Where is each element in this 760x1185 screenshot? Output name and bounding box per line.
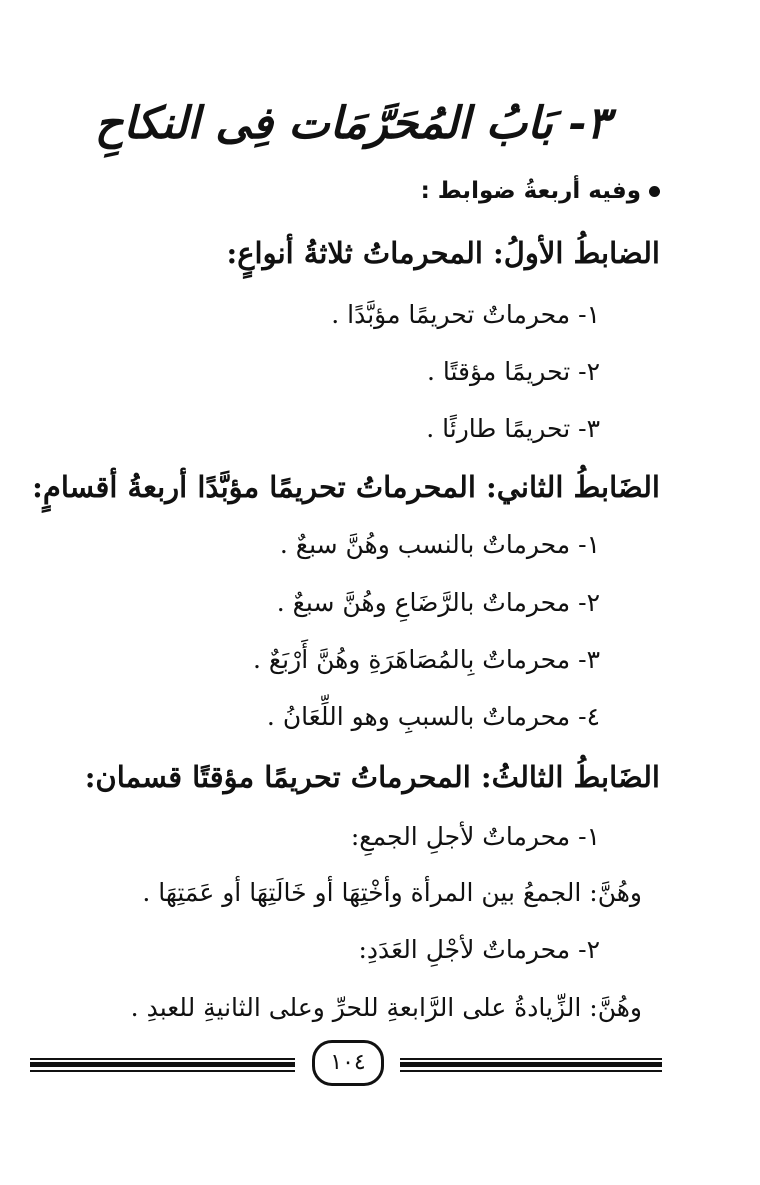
rule1-item-3: ٣- تحريمًا طارئًا . [426,414,600,443]
rule3-text-2: وهُنَّ: الزِّيادةُ على الرَّابعةِ للحرِّ وعلى الثانيةِ للعبدِ . [130,993,642,1022]
rule2-item-1: ١- محرماتٌ بالنسب وهُنَّ سبعٌ . [279,530,600,559]
chapter-title: ٣- بَابُ المُحَرَّمَات فِى النكاحِ [94,98,610,149]
rule1-item-2: ٢- تحريمًا مؤقتًا . [426,357,600,386]
rule3-text-1: وهُنَّ: الجمعُ بين المرأة وأخْتِهَا أو خَالَتِهَا أو عَمَتِهَا . [142,878,642,907]
footer-rule-left [30,1058,295,1072]
intro-line [30,178,660,204]
rule3-heading: الضَابطُ الثالثُ: المحرماتُ تحريمًا مؤقتًا قسمان: [84,760,660,794]
footer-rule-right [400,1058,662,1072]
page-number: ١٠٤ [312,1040,384,1086]
rule1-heading: الضابطُ الأولُ: المحرماتُ ثلاثةُ أنواعٍ: [226,236,660,270]
rule2-item-3: ٣- محرماتٌ بِالمُصَاهَرَةِ وهُنَّ أَرْبَعٌ . [252,645,600,674]
rule3-item-1: ١- محرماتٌ لأجلِ الجمعِ: [350,822,600,851]
rule2-heading: الضَابطُ الثاني: المحرماتُ تحريمًا مؤبَّدًا أربعةُ أقسامٍ: [32,470,660,504]
rule2-item-4: ٤- محرماتٌ بالسببِ وهو اللِّعَانُ . [266,702,600,731]
rule2-item-2: ٢- محرماتٌ بالرَّضَاعِ وهُنَّ سبعٌ . [276,588,600,617]
bullet-icon [649,186,660,197]
intro-text: وفيه أربعةُ ضوابط : [420,178,641,204]
rule3-item-2: ٢- محرماتٌ لأجْلِ العَدَدِ: [358,935,600,964]
rule1-item-1: ١- محرماتٌ تحريمًا مؤبَّدًا . [331,300,600,329]
